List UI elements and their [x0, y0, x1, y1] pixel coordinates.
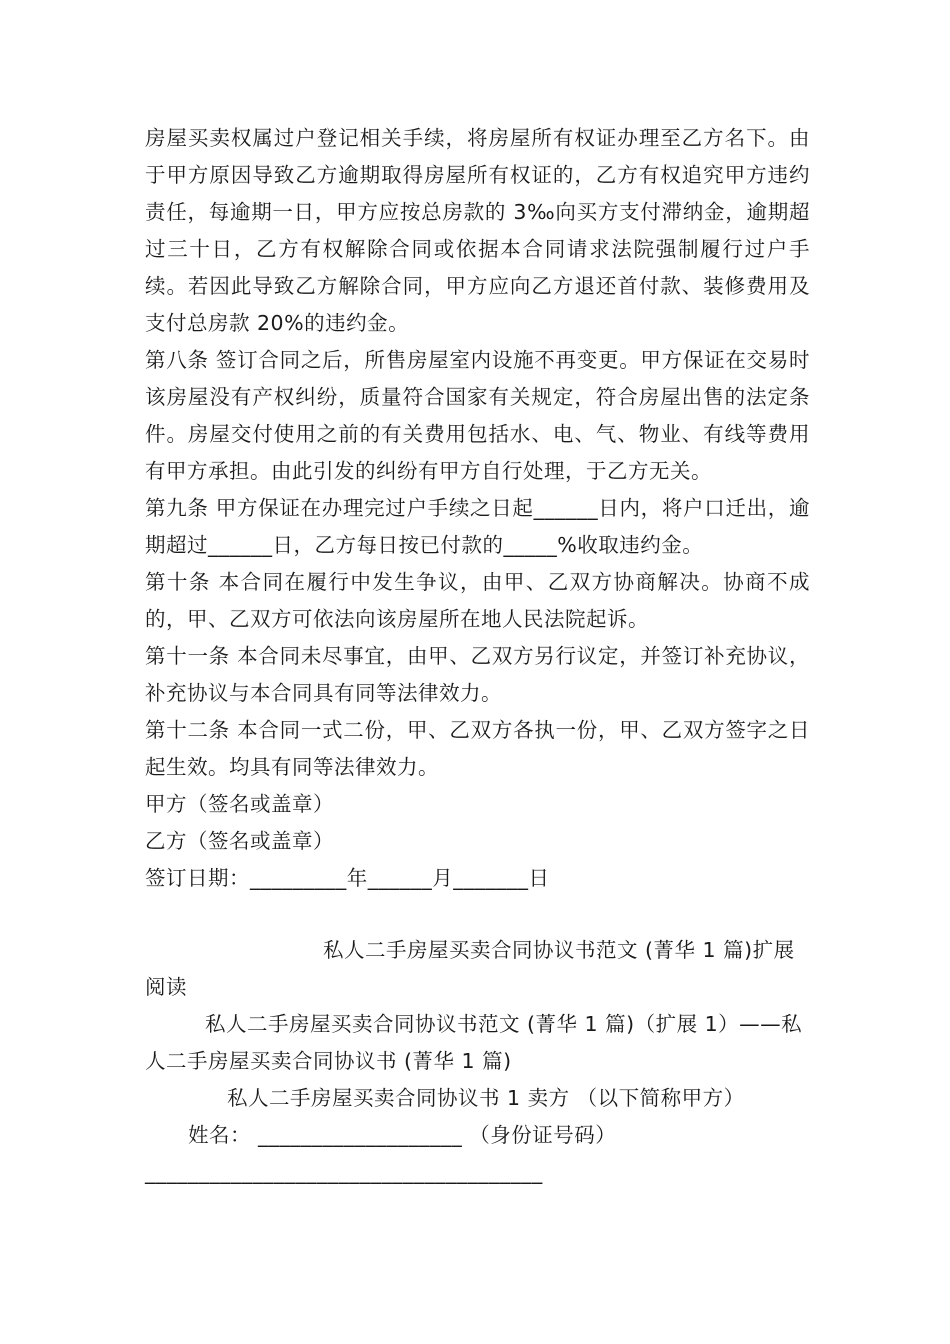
paragraph-article-9: 第九条 甲方保证在办理完过户手续之日起______日内，将户口迁出，逾期超过______日，乙方每日按已付款的_____%收取违约金。: [145, 496, 810, 557]
paragraph-article-11: 第十一条 本合同未尽事宜，由甲、乙双方另行议定，并签订补充协议，补充协议与本合同具有同等法律效力。: [145, 644, 810, 705]
agreement-title: 私人二手房屋买卖合同协议书 1 卖方 （以下简称甲方）: [227, 1086, 745, 1110]
paragraph-article-8: 第八条 签订合同之后，所售房屋室内设施不再变更。甲方保证在交易时该房屋没有产权纠纷，质量符合国家有关规定，符合房屋出售的法定条件。房屋交付使用之前的有关费用包括水、电、气、物业、有线等费用有甲方承担。由此引发的纠纷有甲方自行处理，于乙方无关。: [145, 348, 810, 483]
party-a-signature-line: 甲方（签名或盖章）: [145, 792, 334, 816]
contract-body: [145, 120, 810, 897]
paragraph-article-12: 第十二条 本合同一式二份，甲、乙双方各执一份，甲、乙双方签字之日起生效。均具有同等法律效力。: [145, 718, 810, 779]
paragraph-article-10: 第十条 本合同在履行中发生争议，由甲、乙双方协商解决。协商不成的，甲、乙双方可依法向该房屋所在地人民法院起诉。: [145, 570, 810, 631]
signing-date-line: 签订日期：_________年______月_______日: [145, 866, 550, 890]
extension-heading: 私人二手房屋买卖合同协议书范文 (菁华 1 篇)扩展阅读: [145, 938, 795, 999]
extension-subheading: 私人二手房屋买卖合同协议书范文 (菁华 1 篇)（扩展 1）——私人二手房屋买卖合同协议书 (菁华 1 篇): [145, 1012, 803, 1073]
name-id-line: 姓名： ___________________ （身份证号码）_____________________________________: [145, 1123, 617, 1184]
paragraph-transfer-terms: 房屋买卖权属过户登记相关手续，将房屋所有权证办理至乙方名下。由于甲方原因导致乙方逾期取得房屋所有权证的，乙方有权追究甲方违约责任，每逾期一日，甲方应按总房款的 3‰向买方支付滞纳金，逾期超过三十日，乙方有权解除合同或依据本合同请求法院强制履行过户手续。若因此导致乙方解除合同，甲方应向乙方退还首付款、装修费用及支付总房款 20%的违约金。: [145, 126, 810, 335]
party-b-signature-line: 乙方（签名或盖章）: [145, 829, 334, 853]
